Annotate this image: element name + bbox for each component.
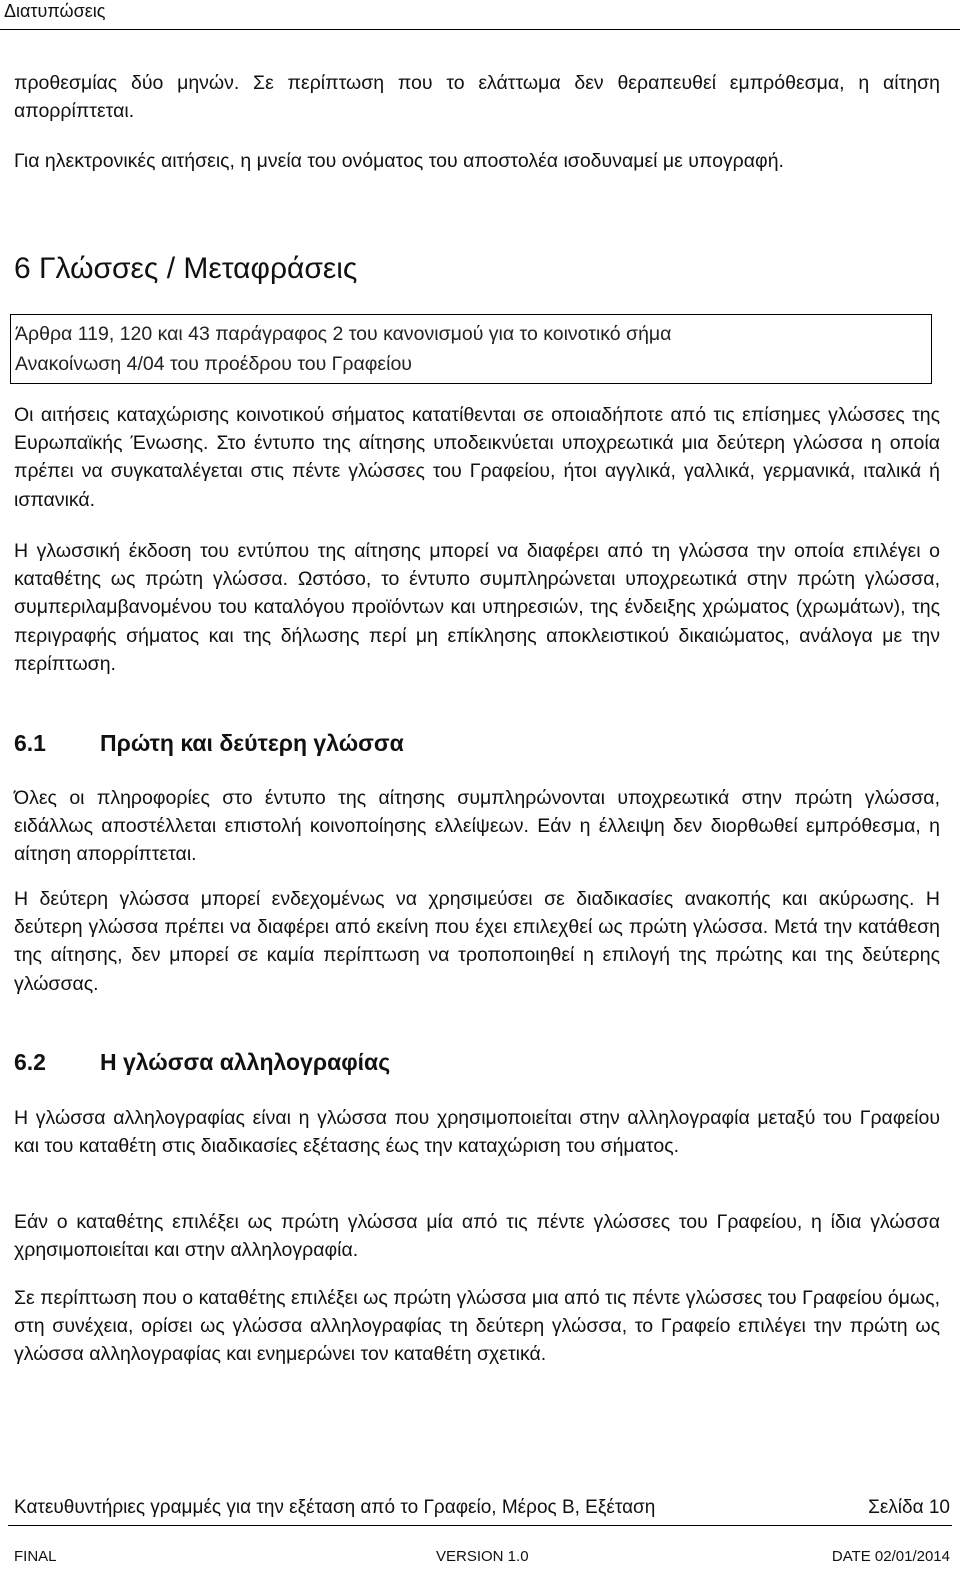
footer-date: DATE 02/01/2014	[831, 1548, 950, 1565]
footer-status: FINAL	[14, 1548, 57, 1565]
header-divider	[0, 29, 960, 30]
section-6-2-paragraph-1: Η γλώσσα αλληλογραφίας είναι η γλώσσα που χρησιμοποιείται στην αλληλογραφία μεταξύ του Γραφείου και του καταθέτη στις διαδικασίες εξέτασης έως την καταχώριση του σήματος.	[14, 1107, 940, 1158]
section-6-paragraph-2: Η γλωσσική έκδοση του εντύπου της αίτησης μπορεί να διαφέρει από τη γλώσσα την οποία επιλέγει ο καταθέτης ως πρώτη γλώσσα. Ωστόσο, το έντυπο συμπληρώνεται υποχρεωτικά στην πρώτη γλώσσα, συμπεριλαμβανομένου του καταλόγου προϊόντων και υπηρεσιών, της ένδειξης χρώματος (χρωμάτων), της περιγραφής σήματος και της δήλωσης περί μη επίκλησης αποκλειστικού δικαιώματος, ανάλογα με την περίπτωση.	[14, 540, 940, 675]
section-6-2-number: 6.2	[14, 1049, 46, 1075]
section-6-2-title: Η γλώσσα αλληλογραφίας	[100, 1049, 391, 1075]
section-6-1-paragraph-1: Όλες οι πληροφορίες στο έντυπο της αίτησης συμπληρώνονται υποχρεωτικά στην πρώτη γλώσσα, ειδάλλως αποστέλλεται επιστολή κοινοποίησης ελλείψεων. Εάν η έλλειψη δεν διορθωθεί εμπρόθεσμα, η αίτηση απορρίπτεται.	[14, 787, 940, 866]
section-6-1-number: 6.1	[14, 730, 46, 756]
section-6-1-heading	[14, 730, 404, 757]
section-6-2-paragraph-2: Εάν ο καταθέτης επιλέξει ως πρώτη γλώσσα μία από τις πέντε γλώσσες του Γραφείου, η ίδια γλώσσα χρησιμοποιείται και στην αλληλογραφία.	[14, 1211, 940, 1262]
legal-reference-line-2: Ανακοίνωση 4/04 του προέδρου του Γραφείου	[15, 353, 412, 375]
header-title: Διατυπώσεις	[4, 1, 106, 21]
section-6-2-heading	[14, 1049, 390, 1076]
footer-page-number: Σελίδα 10	[868, 1497, 950, 1518]
section-6-1-title: Πρώτη και δεύτερη γλώσσα	[100, 730, 404, 756]
legal-reference-box	[10, 314, 932, 384]
section-6-heading: 6 Γλώσσες / Μεταφράσεις	[14, 252, 358, 285]
intro-paragraph-1: προθεσμίας δύο μηνών. Σε περίπτωση που το ελάττωμα δεν θεραπευθεί εμπρόθεσμα, η αίτηση απορρίπτεται.	[14, 72, 940, 123]
intro-paragraph-2: Για ηλεκτρονικές αιτήσεις, η μνεία του ονόματος του αποστολέα ισοδυναμεί με υπογραφή.	[14, 150, 784, 172]
footer-document-title: Κατευθυντήριες γραμμές για την εξέταση από το Γραφείο, Μέρος Β, Εξέταση	[14, 1497, 656, 1518]
footer-divider	[8, 1525, 952, 1526]
section-6-paragraph-1: Οι αιτήσεις καταχώρισης κοινοτικού σήματος κατατίθενται σε οποιαδήποτε από τις επίσημες γλώσσες της Ευρωπαϊκής Ένωσης. Στο έντυπο της αίτησης υποδεικνύεται υποχρεωτικά μια δεύτερη γλώσσα η οποία πρέπει να συγκαταλέγεται στις πέντε γλώσσες του Γραφείου, ήτοι αγγλικά, γαλλικά, γερμανικά, ιταλικά ή ισπανικά.	[14, 404, 940, 511]
legal-reference-line-1: Άρθρα 119, 120 και 43 παράγραφος 2 του κανονισμού για το κοινοτικό σήμα	[15, 323, 672, 345]
page-header	[0, 0, 960, 30]
section-6-1-paragraph-2: Η δεύτερη γλώσσα μπορεί ενδεχομένως να χρησιμεύσει σε διαδικασίες ανακοπής και ακύρωσης. Η δεύτερη γλώσσα πρέπει να διαφέρει από εκείνη που έχει επιλεχθεί ως πρώτη γλώσσα. Μετά την κατάθεση της αίτησης, δεν μπορεί σε καμία περίπτωση να τροποποιηθεί η επιλογή της πρώτης και της δεύτερης γλώσσας.	[14, 888, 940, 995]
footer-version: VERSION 1.0	[436, 1548, 529, 1565]
section-6-2-paragraph-3: Σε περίπτωση που ο καταθέτης επιλέξει ως πρώτη γλώσσα μια από τις πέντε γλώσσες του Γραφείου όμως, στη συνέχεια, ορίσει ως γλώσσα αλληλογραφίας τη δεύτερη γλώσσα, το Γραφείο επιλέγει την πρώτη ως γλώσσα αλληλογραφίας και ενημερώνει τον καταθέτη σχετικά.	[14, 1287, 940, 1366]
